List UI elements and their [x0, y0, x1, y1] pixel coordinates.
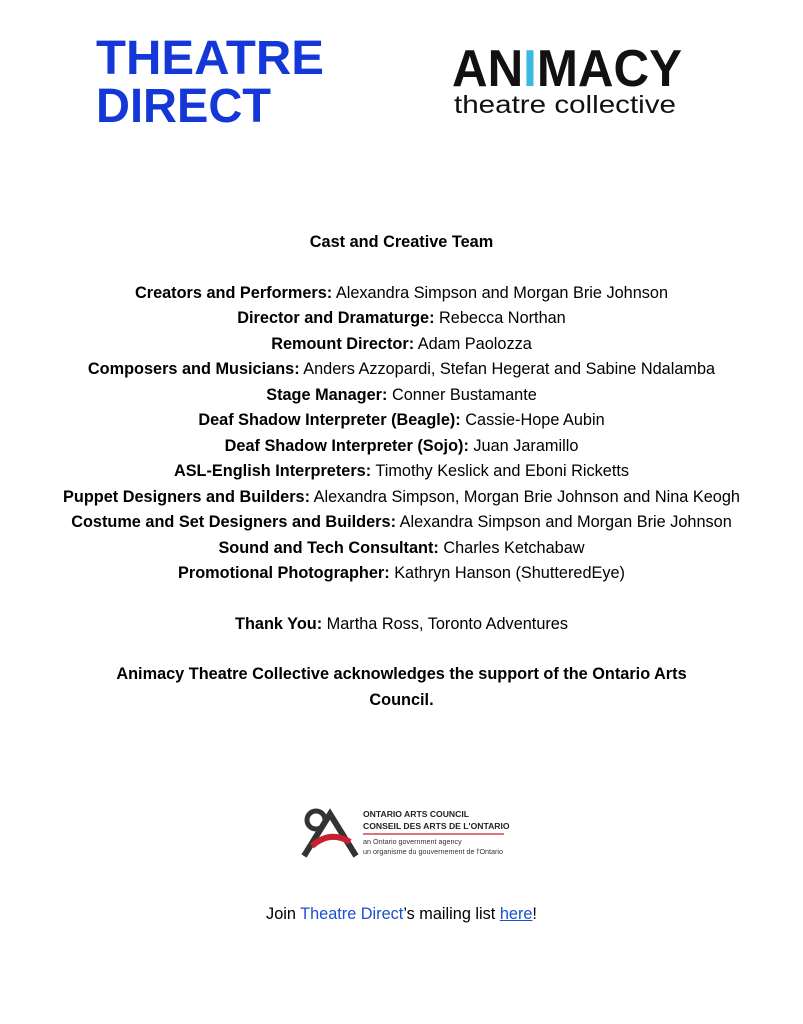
credit-role: Remount Director:: [271, 334, 415, 353]
acknowledgement: Animacy Theatre Collective acknowledges the support of the Ontario Arts Council.: [116, 665, 687, 709]
credit-line: [60, 306, 743, 332]
credit-names: Timothy Keslick and Eboni Ricketts: [371, 462, 630, 480]
animacy-logo: [452, 38, 684, 122]
credit-role: Puppet Designers and Builders:: [63, 487, 311, 506]
credit-names: Alexandra Simpson and Morgan Brie Johnson: [332, 283, 669, 302]
credit-line: [60, 281, 743, 307]
theatre-direct-link[interactable]: Theatre Direct: [300, 905, 404, 924]
credit-role: Director and Dramaturge:: [237, 309, 435, 327]
credit-names: Alexandra Simpson and Morgan Brie Johnson: [396, 513, 732, 531]
credit-names: Anders Azzopardi, Stefan Hegerat and Sabine Ndalamba: [299, 360, 716, 378]
credit-line: [60, 332, 743, 358]
credit-role: Deaf Shadow Interpreter (Beagle):: [198, 411, 461, 429]
credit-line: [60, 383, 743, 409]
credits-section: [60, 230, 743, 713]
credit-names: Rebecca Northan: [434, 309, 566, 327]
thank-you-names: Martha Ross, Toronto Adventures: [322, 614, 568, 633]
mailing-list-line: [0, 905, 803, 924]
credit-role: Stage Manager:: [266, 385, 388, 404]
credit-role: Deaf Shadow Interpreter (Sojo):: [224, 436, 469, 455]
thank-you-line: [60, 612, 743, 638]
credit-names: Juan Jaramillo: [468, 436, 579, 455]
oac-emblem-icon: [304, 811, 356, 856]
credit-line: [60, 357, 743, 383]
credit-names: Adam Paolozza: [414, 334, 532, 353]
mailing-list-link[interactable]: here: [499, 905, 533, 924]
theatre-direct-logo-line2: DIRECT: [96, 80, 271, 130]
credit-line: [60, 485, 743, 511]
credit-line: [60, 536, 743, 562]
mailing-prefix: Join: [266, 905, 301, 924]
credit-names: Kathryn Hanson (ShutteredEye): [389, 564, 625, 582]
thank-you-role: Thank You:: [235, 614, 323, 633]
credit-line: [60, 510, 743, 536]
theatre-direct-logo-line1: THEATRE: [96, 32, 324, 85]
mailing-suffix: !: [532, 905, 537, 924]
credit-role: Composers and Musicians:: [87, 360, 300, 378]
credit-role: Creators and Performers:: [134, 283, 333, 302]
credit-names: Cassie-Hope Aubin: [460, 411, 605, 429]
oac-name-en: ONTARIO ARTS COUNCIL: [363, 809, 469, 819]
credit-role: Costume and Set Designers and Builders:: [71, 513, 396, 531]
credit-role: Promotional Photographer:: [178, 564, 390, 582]
oac-tagline-en: an Ontario government agency: [363, 837, 462, 846]
credit-line: [60, 459, 743, 485]
credit-names: Conner Bustamante: [387, 385, 537, 404]
ontario-arts-council-logo: [300, 800, 510, 862]
credit-role: ASL-English Interpreters:: [173, 462, 372, 480]
page-title: Cast and Creative Team: [309, 233, 494, 251]
credit-line: [60, 561, 743, 587]
credit-line: [60, 408, 743, 434]
animacy-logo-word: ANIMACY: [452, 40, 684, 98]
credit-line: [60, 434, 743, 460]
credit-names: Alexandra Simpson, Morgan Brie Johnson and Nina Keogh: [310, 487, 740, 506]
animacy-logo-subtitle: theatre collective: [454, 91, 676, 119]
oac-tagline-fr: un organisme du gouvernement de l'Ontario: [363, 847, 504, 856]
credit-role: Sound and Tech Consultant:: [218, 538, 439, 557]
credit-names: Charles Ketchabaw: [438, 538, 585, 557]
oac-name-fr: CONSEIL DES ARTS DE L'ONTARIO: [363, 821, 510, 831]
mailing-middle: ’s mailing list: [403, 905, 500, 924]
theatre-direct-logo: [96, 30, 326, 130]
credits-list: [60, 281, 743, 587]
